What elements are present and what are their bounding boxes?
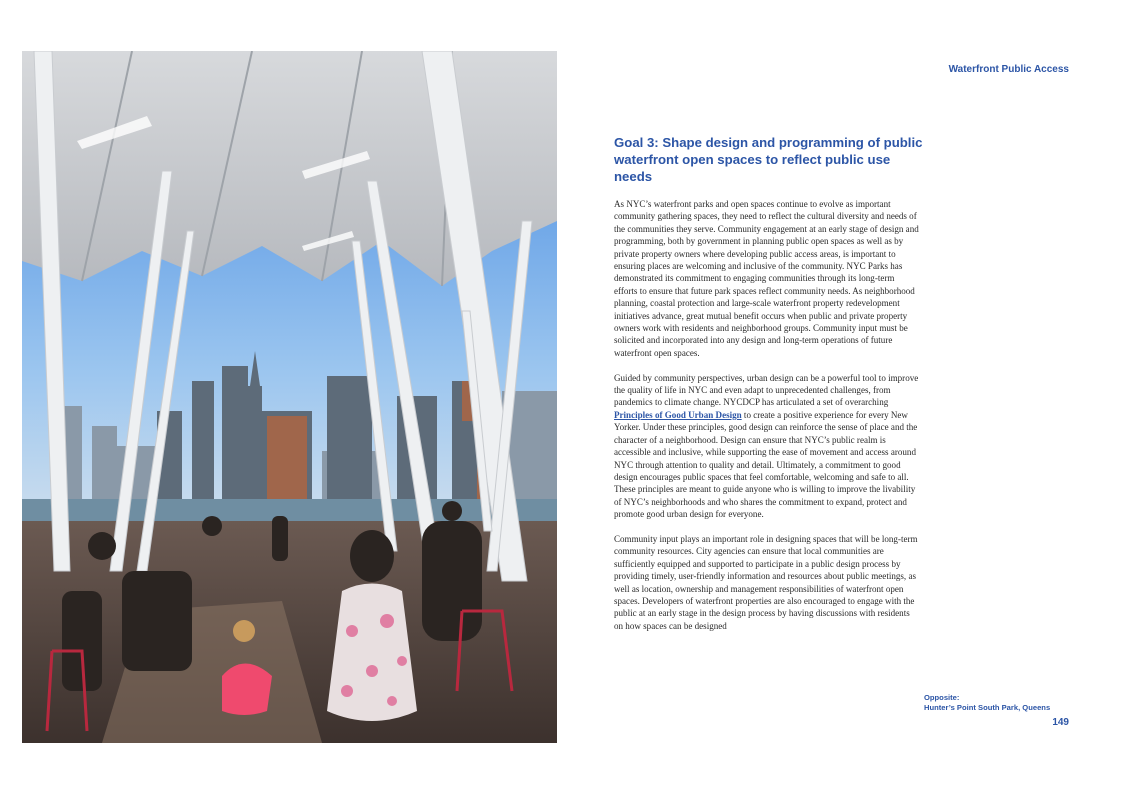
body-text xyxy=(614,198,919,645)
goal-title: Goal 3: Shape design and programming of public waterfront open spaces to reflect public use needs xyxy=(614,135,923,184)
paragraph-text: to create a positive experience for every New Yorker. Under these principles, good design can reinforce the sense of place and the character of a neighborhood. Design can ensure that NYC’s public realm is accessible and inclusive, while supporting the ease of movement and access around NYC through attention to quality and detail. Ultimately, a commitment to good design encourages public spaces that feel comfortable, welcoming and safe to all. These principles are meant to guide anyone who is willing to improve the livability of NYC’s neighborhoods and who shares the commitment to expand, protect and promote good urban design for everyone. xyxy=(614,409,918,520)
principles-of-good-urban-design-link[interactable]: Principles of Good Urban Design xyxy=(614,409,742,420)
photo-caption xyxy=(924,693,1074,713)
caption-location: Hunter’s Point South Park, Queens xyxy=(924,703,1051,712)
park-photo xyxy=(22,51,557,743)
page-number: 149 xyxy=(1052,717,1069,728)
caption-label: Opposite: xyxy=(924,693,960,702)
paragraph-community-engagement: As NYC’s waterfront parks and open spaces continue to evolve as important community gathering spaces, they need to reflect the cultural diversity and needs of the communities they serve. Community engagement at an early stage of design and programming, both by government in planning public open spaces as well as by private property owners where developing public access areas, is important to ensuring places are welcoming and inclusive of the community. NYC Parks has demonstrated its commitment to engaging communities through its long-term efforts to ensure that future park spaces reflect community needs. As neighborhood planning, coastal protection and large-scale waterfront property redevelopment initiatives advance, great mutual benefit occurs when public and private property owners work with residents and neighborhood groups. Community input must be solicited and incorporated into any design and long-term operations of future waterfront open spaces. xyxy=(614,199,919,358)
section-title: Waterfront Public Access xyxy=(948,64,1069,75)
paragraph-text: Guided by community perspectives, urban design can be a powerful tool to improve the quality of life in NYC and even adapt to unprecedented challenges, from pandemics to climate change. NYCDCP has articulated a set of overarching xyxy=(614,372,919,408)
paragraph-community-input: Community input plays an important role in designing spaces that will be long-term community resources. City agencies can ensure that local communities are sufficiently equipped and supported to participate in a public design process by providing timely, user-friendly information and resources about public meetings, as well as location, ownership and management responsibilities of waterfront open spaces. Developers of waterfront properties are also encouraged to engage with the public at an early stage in the design process by having discussions with residents on how spaces can be designed xyxy=(614,533,918,631)
paragraph-urban-design xyxy=(614,372,919,521)
